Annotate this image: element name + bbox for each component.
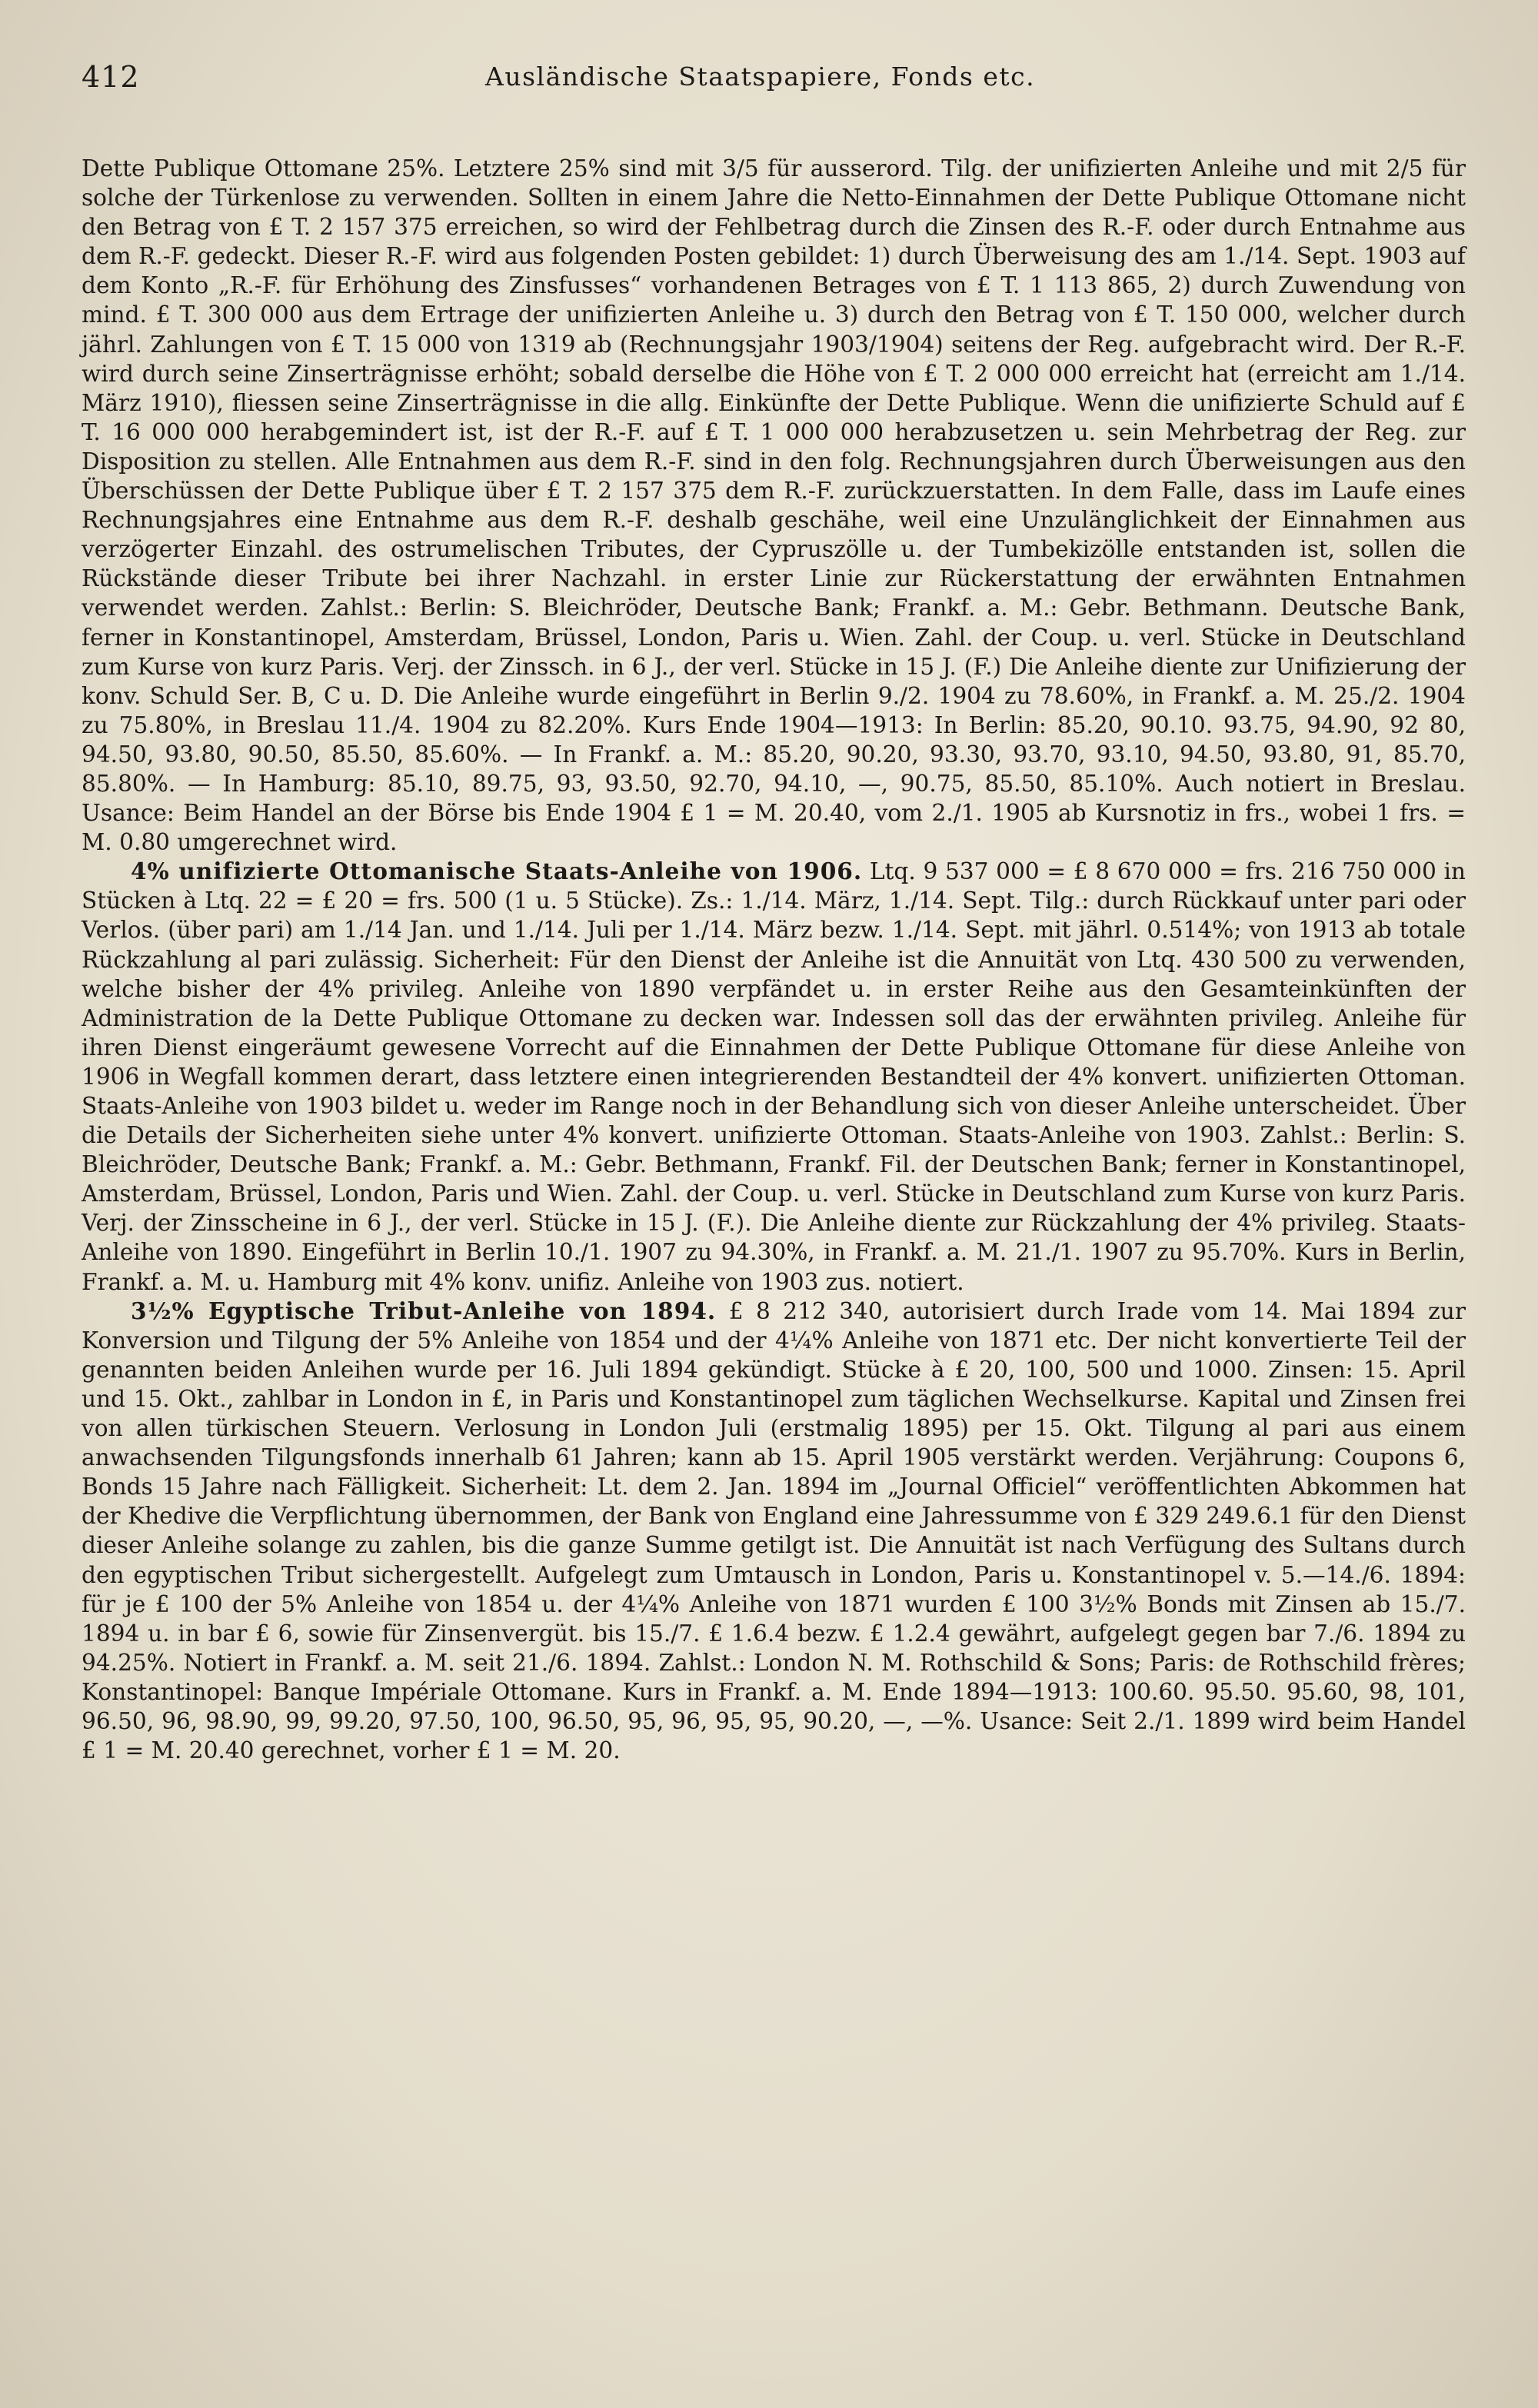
section-heading: 4% unifizierte Ottomanische Staats-Anleihe von 1906. — [131, 858, 863, 885]
running-title: Ausländische Staatspapiere, Fonds etc. — [485, 62, 1036, 92]
section-egyptian-tribute-loan-1894 — [82, 1297, 1466, 1766]
section-unified-ottoman-loan-1906 — [82, 857, 1466, 1296]
paragraph-reserve-fund — [82, 154, 1466, 857]
page-number: 412 — [82, 60, 140, 94]
page-header — [82, 60, 1466, 100]
body-text — [82, 154, 1466, 1765]
paragraph-text: Dette Publique Ottomane 25%. Letztere 25% sind mit 3/5 für ausserord. Tilg. der unifizierten Anleihe und mit 2/5 für solche der Türkenlose zu verwenden. Sollten in einem Jahre die Netto-Einnahmen der Dette Publique Ottomane nicht den Betrag von £ T. 2 157 375 erreichen, so wird der Fehlbetrag durch die Zinsen des R.-F. oder durch Entnahme aus dem R.-F. gedeckt. Dieser R.-F. wird aus folgenden Posten gebildet: 1) durch Überweisung des am 1./14. Sept. 1903 auf dem Konto „R.-F. für Erhöhung des Zinsfusses“ vorhandenen Betrages von £ T. 1 113 865, 2) durch Zuwendung von mind. £ T. 300 000 aus dem Ertrage der unifizierten Anleihe u. 3) durch den Betrag von £ T. 150 000, welcher durch jährl. Zahlungen von £ T. 15 000 von 1319 ab (Rechnungsjahr 1903/1904) seitens der Reg. aufgebracht wird. Der R.-F. wird durch seine Zinserträgnisse erhöht; sobald derselbe die Höhe von £ T. 2 000 000 erreicht hat (erreicht am 1./14. März 1910), fliessen seine Zinserträgnisse in die allg. Einkünfte der Dette Publique. Wenn die unifizierte Schuld auf £ T. 16 000 000 herabgemindert ist, ist der R.-F. auf £ T. 1 000 000 herabzusetzen u. sein Mehrbetrag der Reg. zur Disposition zu stellen. Alle Entnahmen aus dem R.-F. sind in den folg. Rechnungsjahren durch Überweisungen aus den Überschüssen der Dette Publique über £ T. 2 157 375 dem R.-F. zurückzuerstatten. In dem Falle, dass im Laufe eines Rechnungsjahres eine Entnahme aus dem R.-F. deshalb geschähe, weil eine Unzulänglichkeit der Einnahmen aus verzögerter Einzahl. des ostrumelischen Tributes, der Cypruszölle u. der Tumbekizölle entstanden ist, sollen die Rückstände dieser Tribute bei ihrer Nachzahl. in erster Linie zur Rückerstattung der erwähnten Entnahmen verwendet werden. Zahlst.: Berlin: S. Bleichröder, Deutsche Bank; Frankf. a. M.: Gebr. Bethmann. Deutsche Bank, ferner in Konstantinopel, Amsterdam, Brüssel, London, Paris u. Wien. Zahl. der Coup. u. verl. Stücke in Deutschland zum Kurse von kurz Paris. Verj. der Zinssch. in 6 J., der verl. Stücke in 15 J. (F.) Die Anleihe diente zur Unifizierung der konv. Schuld Ser. B, C u. D. Die Anleihe wurde eingeführt in Berlin 9./2. 1904 zu 78.60%, in Frankf. a. M. 25./2. 1904 zu 75.80%, in Breslau 11./4. 1904 zu 82.20%. Kurs Ende 1904—1913: In Berlin: 85.20, 90.10. 93.75, 94.90, 92 80, 94.50, 93.80, 90.50, 85.50, 85.60%. — In Frankf. a. M.: 85.20, 90.20, 93.30, 93.70, 93.10, 94.50, 93.80, 91, 85.70, 85.80%. — In Hamburg: 85.10, 89.75, 93, 93.50, 92.70, 94.10, —, 90.75, 85.50, 85.10%. Auch notiert in Breslau. Usance: Beim Handel an der Börse bis Ende 1904 £ 1 = M. 20.40, vom 2./1. 1905 ab Kursnotiz in frs., wobei 1 frs. = M. 0.80 umgerechnet wird. — [82, 155, 1466, 856]
section-text: Ltq. 9 537 000 = £ 8 670 000 = frs. 216 750 000 in Stücken à Ltq. 22 = £ 20 = frs. 500 (1 u. 5 Stücke). Zs.: 1./14. März, 1./14. Sept. Tilg.: durch Rückkauf unter pari oder Verlos. (über pari) am 1./14 Jan. und 1./14. Juli per 1./14. März bezw. 1./14. Sept. mit jährl. 0.514%; von 1913 ab totale Rückzahlung al pari zulässig. Sicherheit: Für den Dienst der Anleihe ist die Annuität von Ltq. 430 500 zu verwenden, welche bisher der 4% privileg. Anleihe von 1890 verpfändet u. in erster Reihe aus den Gesamteinkünften der Administration de la Dette Publique Ottomane zu decken war. Indessen soll das der erwähnten privileg. Anleihe für ihren Dienst eingeräumt gewesene Vorrecht auf die Einnahmen der Dette Publique Ottomane für diese Anleihe von 1906 in Wegfall kommen derart, dass letztere einen integrierenden Bestandteil der 4% konvert. unifizierten Ottoman. Staats-Anleihe von 1903 bildet u. weder im Range noch in der Behandlung sich von dieser Anleihe unterscheidet. Über die Details der Sicherheiten siehe unter 4% konvert. unifizierte Ottoman. Staats-Anleihe von 1903. Zahlst.: Berlin: S. Bleichröder, Deutsche Bank; Frankf. a. M.: Gebr. Bethmann, Frankf. Fil. der Deutschen Bank; ferner in Konstantinopel, Amsterdam, Brüssel, London, Paris und Wien. Zahl. der Coup. u. verl. Stücke in Deutschland zum Kurse von kurz Paris. Verj. der Zinsscheine in 6 J., der verl. Stücke in 15 J. (F.). Die Anleihe diente zur Rückzahlung der 4% privileg. Staats-Anleihe von 1890. Eingeführt in Berlin 10./1. 1907 zu 94.30%, in Frankf. a. M. 21./1. 1907 zu 95.70%. Kurs in Berlin, Frankf. a. M. u. Hamburg mit 4% konv. unifiz. Anleihe von 1903 zus. notiert. — [82, 858, 1466, 1295]
section-text: £ 8 212 340, autorisiert durch Irade vom 14. Mai 1894 zur Konversion und Tilgung der 5% Anleihe von 1854 und der 4¼% Anleihe von 1871 etc. Der nicht konvertierte Teil der genannten beiden Anleihen wurde per 16. Juli 1894 gekündigt. Stücke à £ 20, 100, 500 und 1000. Zinsen: 15. April und 15. Okt., zahlbar in London in £, in Paris und Konstantinopel zum täglichen Wechselkurse. Kapital und Zinsen frei von allen türkischen Steuern. Verlosung in London Juli (erstmalig 1895) per 15. Okt. Tilgung al pari aus einem anwachsenden Tilgungsfonds innerhalb 61 Jahren; kann ab 15. April 1905 verstärkt werden. Verjährung: Coupons 6, Bonds 15 Jahre nach Fälligkeit. Sicherheit: Lt. dem 2. Jan. 1894 im „Journal Officiel“ veröffentlichten Abkommen hat der Khedive die Verpflichtung übernommen, der Bank von England eine Jahressumme von £ 329 249.6.1 für den Dienst dieser Anleihe solange zu zahlen, bis die ganze Summe getilgt ist. Die Annuität ist nach Verfügung des Sultans durch den egyptischen Tribut sichergestellt. Aufgelegt zum Umtausch in London, Paris u. Konstantinopel v. 5.—14./6. 1894: für je £ 100 der 5% Anleihe von 1854 u. der 4¼% Anleihe von 1871 wurden £ 100 3½% Bonds mit Zinsen ab 15./7. 1894 u. in bar £ 6, sowie für Zinsenvergüt. bis 15./7. £ 1.6.4 bezw. £ 1.2.4 gewährt, aufgelegt gegen bar 7./6. 1894 zu 94.25%. Notiert in Frankf. a. M. seit 21./6. 1894. Zahlst.: London N. M. Rothschild & Sons; Paris: de Rothschild frères; Konstantinopel: Banque Impériale Ottomane. Kurs in Frankf. a. M. Ende 1894—1913: 100.60. 95.50. 95.60, 98, 101, 96.50, 96, 98.90, 99, 99.20, 97.50, 100, 96.50, 95, 96, 95, 95, 90.20, —, —%. Usance: Seit 2./1. 1899 wird beim Handel £ 1 = M. 20.40 gerechnet, vorher £ 1 = M. 20. — [82, 1297, 1466, 1764]
section-heading: 3½% Egyptische Tribut-Anleihe von 1894. — [131, 1297, 717, 1324]
